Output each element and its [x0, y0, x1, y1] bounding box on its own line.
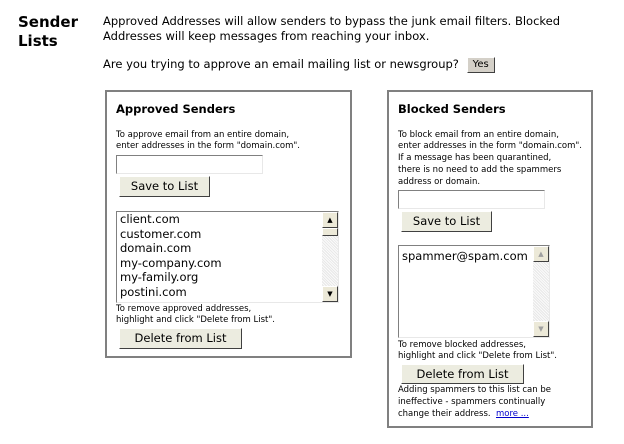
list-item[interactable]: postini.com	[120, 284, 187, 299]
list-item[interactable]: client.com	[120, 212, 180, 226]
list-item[interactable]: domain.com	[120, 241, 192, 255]
blocked-senders-panel	[387, 90, 593, 428]
list-item[interactable]: spammer@spam.com	[402, 249, 528, 263]
list-item[interactable]: my-company.com	[120, 255, 222, 270]
blocked-senders-title: Blocked Senders	[398, 102, 506, 116]
approved-list-items	[117, 212, 338, 299]
approved-help-line-2: enter addresses in the form "domain.com".	[116, 141, 300, 151]
scroll-up-arrow-icon[interactable]: ▲	[322, 212, 338, 228]
blocked-help-line-2: enter addresses in the form "domain.com".	[398, 141, 582, 151]
blocked-help-line-3: If a message has been quarantined,	[398, 153, 552, 163]
approved-remove-line-2: highlight and click "Delete from List".	[116, 315, 275, 325]
list-item[interactable]: my-family.org	[120, 270, 199, 284]
blocked-list-items	[399, 246, 549, 264]
approved-help-line-1: To approve email from an entire domain,	[116, 130, 290, 140]
blocked-list-scrollbar[interactable]	[533, 246, 549, 337]
blocked-save-button[interactable]: Save to List	[401, 211, 492, 232]
scroll-up-arrow-icon[interactable]: ▲	[533, 246, 549, 262]
blocked-note-line-2: ineffective - spammers continually	[398, 397, 546, 407]
approved-senders-list[interactable]	[116, 211, 339, 303]
blocked-delete-button[interactable]: Delete from List	[401, 364, 524, 384]
blocked-help-line-1: To block email from an entire domain,	[398, 130, 559, 140]
scrollbar-thumb[interactable]	[322, 228, 338, 236]
blocked-senders-list[interactable]	[398, 245, 550, 338]
list-item[interactable]: customer.com	[120, 226, 202, 241]
approved-senders-title: Approved Senders	[116, 102, 236, 116]
blocked-remove-line-2: highlight and click "Delete from List".	[398, 351, 557, 361]
scroll-down-arrow-icon[interactable]: ▼	[322, 286, 338, 302]
approved-senders-panel	[105, 90, 352, 358]
question-text: Are you trying to approve an email mailing list or newsgroup?	[103, 57, 459, 71]
yes-button[interactable]: Yes	[467, 57, 495, 73]
scroll-down-arrow-icon[interactable]: ▼	[533, 321, 549, 337]
approved-remove-line-1: To remove approved addresses,	[116, 304, 252, 314]
blocked-remove-line-1: To remove blocked addresses,	[398, 340, 526, 350]
approved-save-button[interactable]: Save to List	[119, 176, 210, 197]
blocked-help-line-5: address or domain.	[398, 177, 481, 187]
approved-delete-button[interactable]: Delete from List	[119, 328, 242, 349]
page-title: Sender Lists	[18, 13, 78, 50]
approved-list-scrollbar[interactable]	[322, 212, 338, 302]
blocked-note-line-1: Adding spammers to this list can be	[398, 385, 551, 395]
blocked-address-input[interactable]	[398, 190, 545, 209]
blocked-help-line-4: there is no need to add the spammers	[398, 165, 562, 175]
approved-address-input[interactable]	[116, 155, 263, 174]
blocked-note-line-3	[398, 409, 529, 421]
intro-text: Approved Addresses will allow senders to bypass the junk email filters. Blocked Addresses will keep messages from reaching your inbox.	[103, 14, 561, 43]
note-text: change their address.	[398, 409, 491, 419]
more-link[interactable]: more ...	[496, 409, 529, 419]
mailing-list-question	[103, 57, 495, 73]
